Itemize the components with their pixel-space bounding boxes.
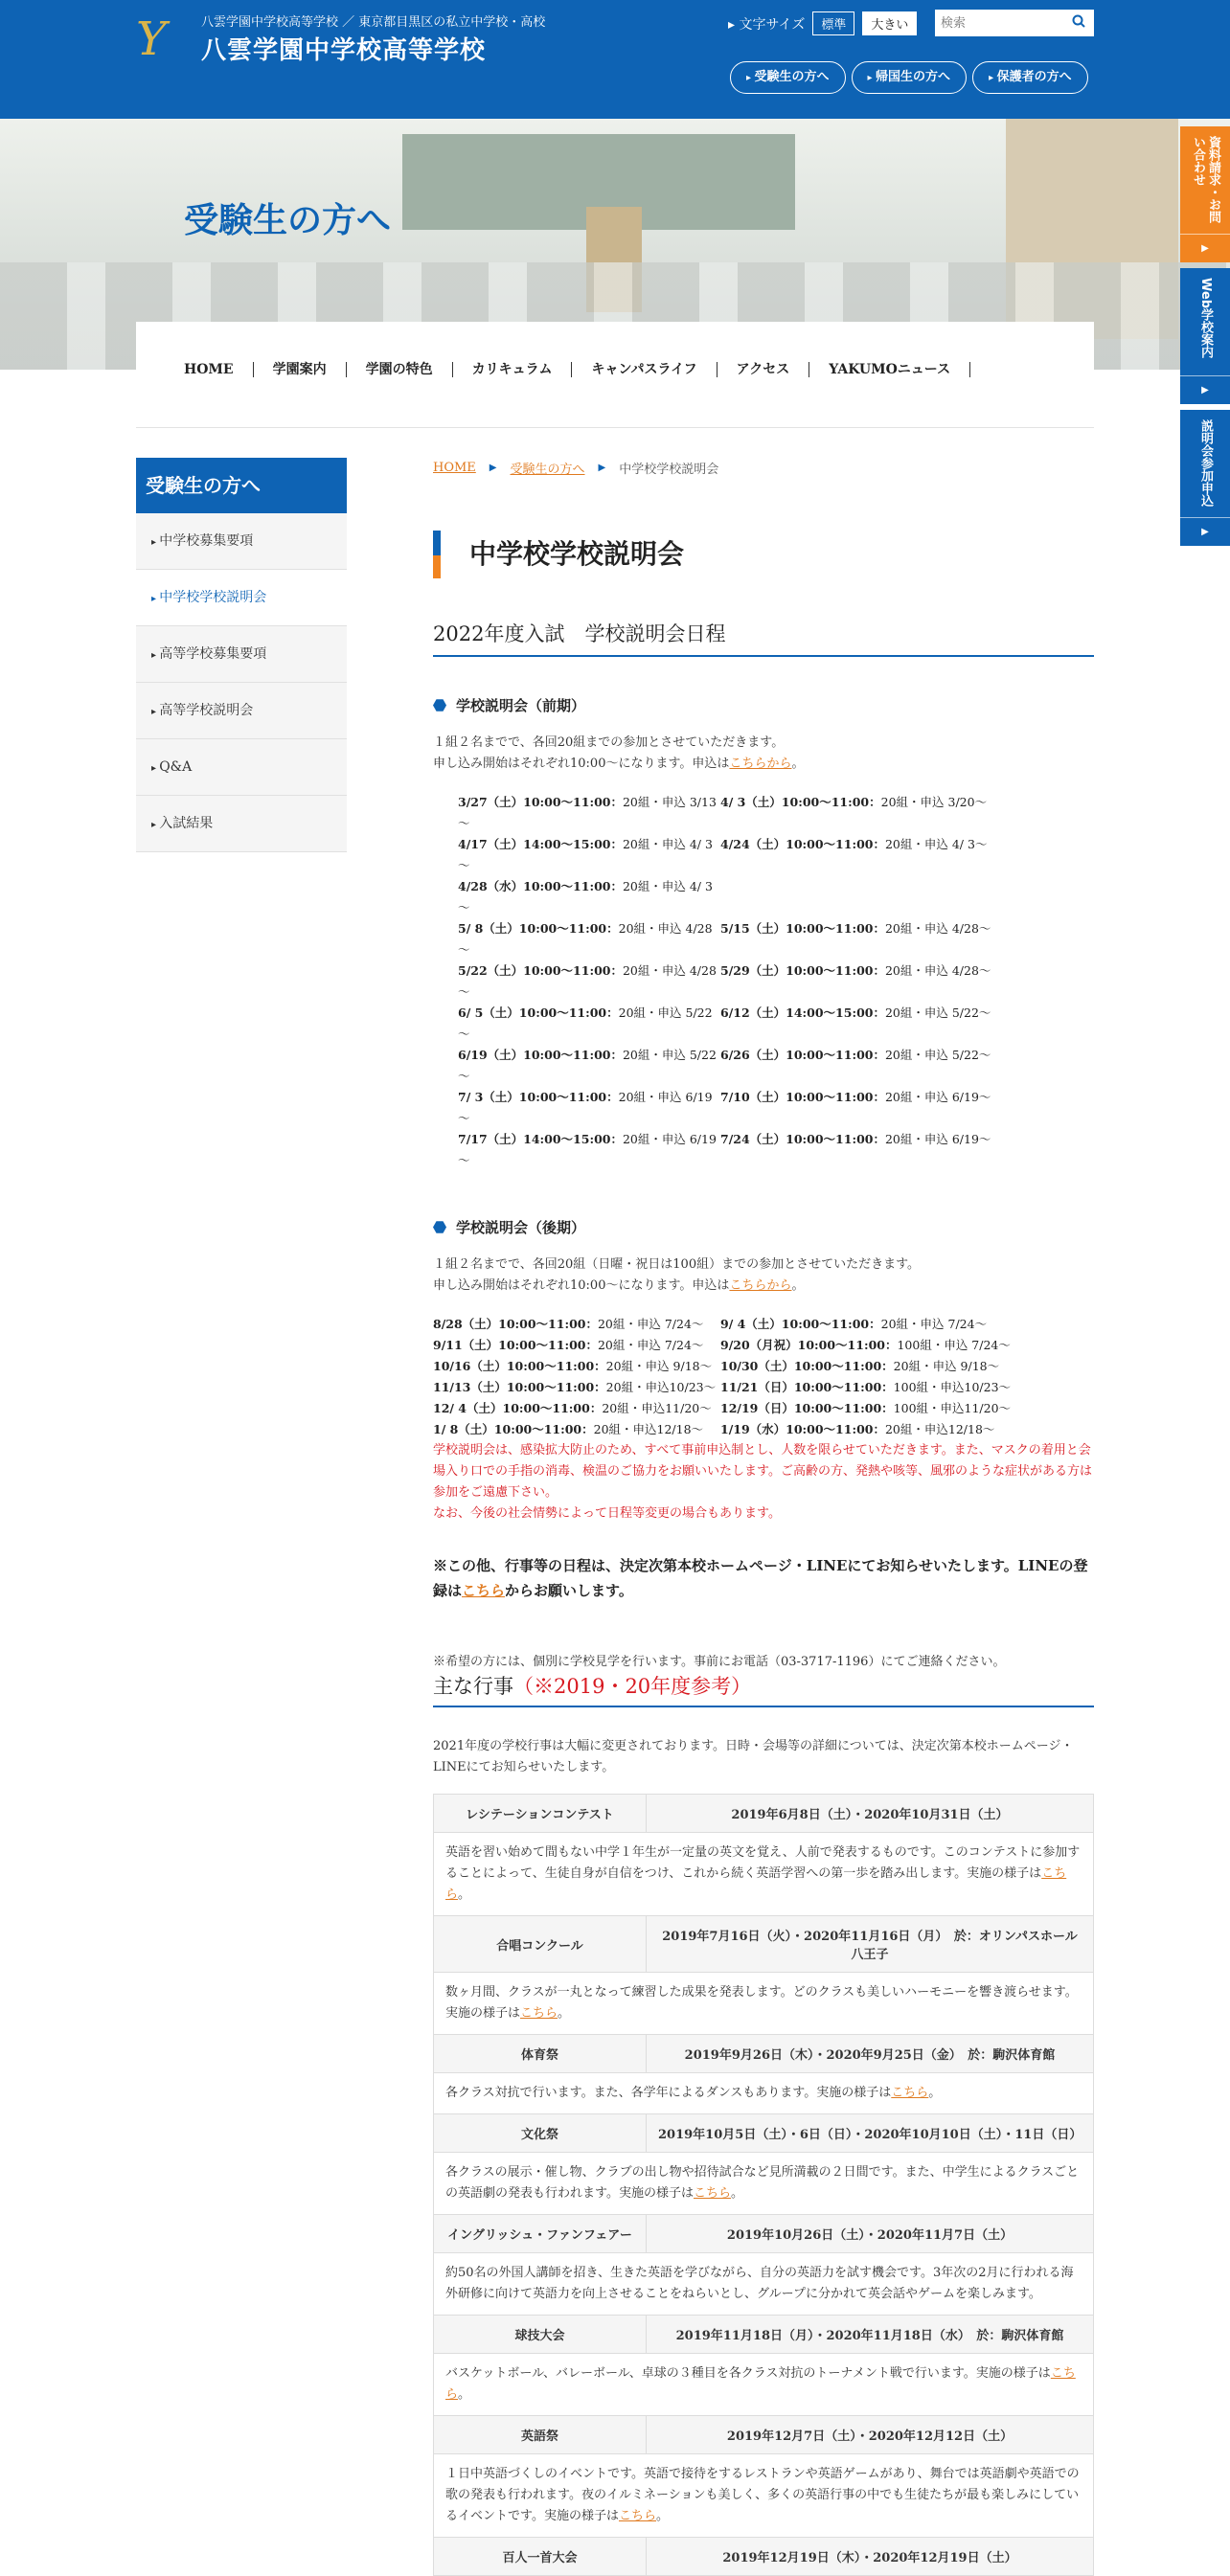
school-logo[interactable]: Y — [136, 12, 167, 66]
side-tab-session-apply-label: 説明会参加申込 — [1198, 419, 1213, 507]
schedule-row — [433, 918, 1094, 960]
schedule-slot — [720, 1314, 987, 1335]
event-description-text: 英語を習い始めて間もない中学１年生が一定量の英文を覚え、人前で発表するものです。このコンテストに参加することによって、生徒自身が自信をつけ、これから続く英語学習への第一歩を踏み出します。実施の様子は — [445, 1845, 1081, 1881]
sidebar-item-results[interactable]: ▸ 入試結果 — [136, 796, 347, 852]
schedule-slot — [720, 1419, 994, 1440]
schedule-row — [433, 1377, 1094, 1398]
schedule-date: 5/ 8（土）10:00～11:00： — [458, 921, 619, 936]
schedule-date: 12/ 4（土）10:00～11:00： — [433, 1401, 603, 1415]
events-table — [433, 1794, 1094, 2576]
schedule-date: 6/12（土）14:00～15:00： — [720, 1006, 885, 1020]
late-note — [433, 1254, 1094, 1297]
event-row — [434, 1795, 1094, 1833]
event-date: 2019年10月5日（土）・6日（日）・2020年10月10日（土）・11日（日） — [647, 2114, 1094, 2153]
schedule-slot — [720, 1129, 991, 1171]
early-note-line1: １組２名までで、各回20組までの参加とさせていただきます。 — [433, 735, 785, 750]
event-desc-row — [434, 2354, 1094, 2416]
schedule-capacity: 20組・申込 3/13～ — [458, 795, 717, 830]
divider — [136, 427, 1094, 428]
schedule-row — [433, 1087, 1094, 1129]
event-row — [434, 2416, 1094, 2454]
schedule-capacity: 20組・申込11/20～ — [602, 1401, 712, 1415]
event-desc-row — [434, 1973, 1094, 2035]
schedule-capacity: 20組・申込 5/22～ — [458, 1006, 713, 1041]
schedule-date: 4/ 3（土）10:00～11:00： — [720, 795, 881, 809]
schedule-date: 4/28（水）10:00～11:00： — [458, 879, 623, 893]
schedule-row — [433, 1398, 1094, 1419]
schedule-slot — [720, 918, 991, 960]
schedule-slot — [720, 960, 991, 1003]
early-heading-label: 学校説明会（前期） — [456, 697, 586, 714]
events-heading-note: （※2019・20年度参考） — [513, 1675, 752, 1698]
event-row — [434, 2215, 1094, 2253]
schedule-slot — [720, 834, 987, 876]
font-standard-button[interactable]: 標準 — [812, 11, 854, 35]
schedule-capacity: 20組・申込 4/28～ — [458, 921, 713, 957]
event-date: 2019年7月16日（火）・2020年11月16日（月） 於：オリンパスホール八王子 — [647, 1916, 1094, 1973]
event-detail-link[interactable]: こちら — [445, 1866, 1067, 1902]
event-row — [434, 2035, 1094, 2073]
early-note-line2 — [433, 754, 1094, 775]
event-row — [434, 1916, 1094, 1973]
event-date: 2019年12月7日（土）・2020年12月12日（土） — [647, 2416, 1094, 2454]
schedule-capacity: 20組・申込 3/20～ — [880, 795, 988, 809]
schedule-slot — [433, 1129, 720, 1171]
schedule-capacity: 20組・申込 6/19～ — [458, 1132, 717, 1167]
schedule-row — [433, 834, 1094, 876]
schedule-slot — [433, 1314, 720, 1335]
schedule-slot — [433, 1003, 720, 1045]
event-description-end: 。 — [458, 2387, 471, 2402]
main-nav — [136, 322, 1094, 418]
site-title[interactable]: 八雲学園中学校高等学校 — [201, 36, 487, 65]
event-description-text: バスケットボール、バレーボール、卓球の３種目を各クラス対抗のトーナメント戦で行います。実施の様子は — [445, 2366, 1051, 2381]
schedule-capacity: 20組・申込 4/ 3～ — [884, 837, 988, 851]
schedule-date: 11/21（日）10:00～11:00： — [720, 1380, 894, 1394]
schedule-capacity: 20組・申込 6/19～ — [458, 1090, 713, 1125]
schedule-date: 1/ 8（土）10:00～11:00： — [433, 1422, 594, 1436]
event-row — [434, 2316, 1094, 2354]
site-subtitle: 八雲学園中学校高等学校 ／ 東京都目黒区の私立中学校・高校 — [201, 15, 546, 30]
nav-access[interactable]: アクセス — [718, 362, 810, 377]
schedule-row — [433, 1356, 1094, 1377]
early-heading — [433, 695, 1094, 715]
sidebar-item-hs-sessions[interactable]: ▸ 高等学校説明会 — [136, 683, 347, 739]
schedule-capacity: 20組・申込 4/ 3～ — [458, 879, 713, 915]
early-apply-link[interactable]: こちらから — [729, 757, 792, 771]
nav-news[interactable]: YAKUMOニュース — [809, 362, 970, 377]
event-description — [434, 2354, 1094, 2416]
schedule-row — [433, 1003, 1094, 1045]
sidebar-item-jhs-sessions[interactable]: ▸ 中学校学校説明会 — [136, 570, 347, 626]
schedule-date: 6/26（土）10:00～11:00： — [720, 1048, 885, 1062]
schedule-capacity: 20組・申込 7/24～ — [597, 1317, 704, 1331]
event-name: 体育祭 — [434, 2035, 647, 2073]
schedule-date: 9/11（土）10:00～11:00： — [433, 1338, 598, 1352]
schedule-slot — [433, 834, 720, 876]
schedule-date: 7/ 3（土）10:00～11:00： — [458, 1090, 619, 1104]
schedule-slot — [720, 1335, 1011, 1356]
late-schedule — [433, 1314, 1094, 1440]
event-description-end: 。 — [458, 1887, 471, 1902]
audience-nav — [730, 61, 1088, 94]
event-detail-link[interactable]: こちら — [891, 2086, 929, 2100]
schedule-slot — [720, 792, 987, 834]
schedule-capacity: 20組・申込 5/22～ — [884, 1048, 991, 1062]
event-desc-row — [434, 2153, 1094, 2215]
event-desc-row — [434, 2454, 1094, 2538]
hero-title: 受験生の方へ — [184, 201, 392, 240]
schedule-capacity: 20組・申込 6/19～ — [884, 1132, 991, 1146]
event-description-end: 。 — [928, 2086, 942, 2100]
early-schedule — [433, 792, 1094, 1171]
visit-note: ※希望の方には、個別に学校見学を行います。事前にお電話（03-3717-1196）にてご連絡ください。 — [433, 1655, 1006, 1669]
sidebar — [136, 458, 347, 852]
late-note-line1: １組２名までで、各回20組（日曜・祝日は100組）までの参加とさせていただきます。 — [433, 1257, 921, 1272]
line-notice-text: ※この他、行事等の日程は、決定次第本校ホームページ・LINEにてお知らせいたします。LINEの登録は — [433, 1557, 1088, 1599]
schedule-capacity: 20組・申込 7/24～ — [597, 1338, 704, 1352]
event-description-text: 数ヶ月間、クラスが一丸となって練習した成果を発表します。どのクラスも美しいハーモニーを響き渡らせます。実施の様子は — [445, 1985, 1078, 2021]
page-title: 中学校学校説明会 — [433, 531, 1094, 578]
schedule-slot — [720, 1398, 1011, 1419]
search-box — [935, 10, 1094, 36]
event-description — [434, 2253, 1094, 2316]
event-detail-link[interactable]: こちら — [693, 2186, 731, 2201]
event-desc-row — [434, 2253, 1094, 2316]
schedule-slot — [433, 1087, 720, 1129]
search-input[interactable] — [935, 11, 1065, 35]
event-name: 球技大会 — [434, 2316, 647, 2354]
early-note-text: 申し込み開始はそれぞれ10:00～になります。申込は — [433, 757, 730, 771]
side-tab-request[interactable] — [1180, 126, 1230, 262]
event-detail-link[interactable]: こちら — [445, 2366, 1076, 2402]
applicants-button[interactable]: ▸ 受験生の方へ — [730, 61, 846, 94]
schedule-capacity: 20組・申込 4/28～ — [884, 921, 991, 936]
schedule-slot — [433, 876, 720, 918]
schedule-row — [433, 1335, 1094, 1356]
schedule-date: 12/19（日）10:00～11:00： — [720, 1401, 894, 1415]
nav-about[interactable]: 学園案内 — [254, 362, 347, 377]
event-description-text: 各クラスの展示・催し物、クラブの出し物や招待試合など見所満載の２日間です。また、中学生によるクラスごとの英語劇の発表も行われます。実施の様子は — [445, 2165, 1080, 2201]
nav-campus-life[interactable]: キャンパスライフ — [572, 362, 717, 377]
event-row — [434, 2538, 1094, 2576]
schedule-capacity: 20組・申込 4/ 3～ — [458, 837, 713, 872]
event-description — [434, 2454, 1094, 2538]
breadcrumb-parent[interactable]: 受験生の方へ — [510, 462, 585, 477]
event-name: 文化祭 — [434, 2114, 647, 2153]
event-description — [434, 2073, 1094, 2114]
event-name: レシテーションコンテスト — [434, 1795, 647, 1833]
schedule-slot — [433, 1398, 720, 1419]
schedule-capacity: 100組・申込 7/24～ — [897, 1338, 1011, 1352]
arrow-right-icon: ▶ — [1180, 234, 1230, 262]
event-description-text: 各クラス対抗で行います。また、各学年によるダンスもあります。実施の様子は — [445, 2086, 892, 2100]
side-tab-web-guide[interactable] — [1180, 268, 1230, 404]
schedule-slot — [433, 1335, 720, 1356]
event-description — [434, 2153, 1094, 2215]
breadcrumb-home[interactable]: HOME — [433, 460, 476, 475]
parents-button[interactable]: ▸ 保護者の方へ — [972, 61, 1088, 94]
schedule-date: 4/17（土）14:00～15:00： — [458, 837, 623, 851]
schedule-date: 11/13（土）10:00～11:00： — [433, 1380, 606, 1394]
schedule-date: 6/19（土）10:00～11:00： — [458, 1048, 623, 1062]
schedule-capacity: 20組・申込 7/24～ — [880, 1317, 988, 1331]
section-heading-schedule: 2022年度入試 学校説明会日程 — [433, 619, 1094, 657]
change-notice: なお、今後の社会情勢によって日程等変更の場合もあります。 — [433, 1506, 781, 1521]
events-heading-label: 主な行事 — [433, 1675, 513, 1698]
schedule-date: 7/10（土）10:00～11:00： — [720, 1090, 885, 1104]
event-date: 2019年10月26日（土）・2020年11月7日（土） — [647, 2215, 1094, 2253]
schedule-date: 7/17（土）14:00～15:00： — [458, 1132, 623, 1146]
chevron-right-icon: ▶ — [598, 462, 606, 473]
schedule-slot — [720, 1356, 999, 1377]
event-desc-row — [434, 1833, 1094, 1916]
event-name: 百人一首大会 — [434, 2538, 647, 2576]
schedule-slot — [433, 1377, 720, 1398]
event-description-text: 約50名の外国人講師を招き、生きた英語を学びながら、自分の英語力を試す機会です。3年次の2月に行われる海外研修に向けて英語力を向上させることをねらいとし、グループに分かれて英会話やゲームを楽しみます。 — [445, 2266, 1074, 2301]
events-intro: 2021年度の学校行事は大幅に変更されております。日時・会場等の詳細については、決定次第本校ホームページ・LINEにてお知らせいたします。 — [433, 1739, 1074, 1774]
schedule-row — [433, 792, 1094, 834]
schedule-slot — [433, 1045, 720, 1087]
schedule-row — [433, 1045, 1094, 1087]
schedule-date: 6/ 5（土）10:00～11:00： — [458, 1006, 619, 1020]
schedule-capacity: 20組・申込10/23～ — [605, 1380, 717, 1394]
side-tab-session-apply[interactable] — [1180, 410, 1230, 546]
event-detail-link[interactable]: こちら — [618, 2509, 656, 2523]
schedule-capacity: 20組・申込12/18～ — [884, 1422, 995, 1436]
schedule-capacity: 20組・申込 4/28～ — [458, 963, 717, 999]
event-name: 合唱コンクール — [434, 1916, 647, 1973]
arrow-right-icon: ▶ — [1180, 517, 1230, 546]
schedule-slot — [720, 1003, 991, 1045]
schedule-capacity: 20組・申込 5/22～ — [884, 1006, 991, 1020]
sidebar-item-hs-guidelines[interactable]: ▸ 高等学校募集要項 — [136, 626, 347, 683]
late-apply-link[interactable]: こちらから — [729, 1278, 792, 1293]
sidebar-item-qa[interactable]: ▸ Q&A — [136, 739, 347, 796]
schedule-slot — [720, 1045, 991, 1087]
schedule-capacity: 20組・申込 5/22～ — [458, 1048, 717, 1083]
returnees-button[interactable]: ▸ 帰国生の方へ — [852, 61, 968, 94]
schedule-slot — [720, 1087, 991, 1129]
schedule-date: 1/19（水）10:00～11:00： — [720, 1422, 885, 1436]
schedule-row — [433, 1419, 1094, 1440]
breadcrumb — [433, 458, 1094, 477]
event-description — [434, 1973, 1094, 2035]
font-size-label: ▸ 文字サイズ — [728, 14, 805, 34]
schedule-date: 4/24（土）10:00～11:00： — [720, 837, 885, 851]
schedule-capacity: 20組・申込 4/28～ — [884, 963, 991, 978]
event-description-end: 。 — [730, 2186, 743, 2201]
search-icon[interactable] — [1065, 14, 1092, 32]
side-tab-request-label: 資料請求・お問い合わせ — [1191, 136, 1220, 223]
event-description-text: １日中英語づくしのイベントです。英語で接待をするレストランや英語ゲームがあり、舞台では英語劇や英語での歌の発表も行われます。夜のイルミネーションも美しく、多くの英語行事の中でも生徒たちが最も楽しみにしているイベントです。実施の様子は — [445, 2467, 1080, 2523]
event-date: 2019年12月19日（木）・2020年12月19日（土） — [647, 2538, 1094, 2576]
event-date: 2019年9月26日（木）・2020年9月25日（金） 於：駒沢体育館 — [647, 2035, 1094, 2073]
event-description-end: 。 — [558, 2006, 571, 2021]
event-detail-link[interactable]: こちら — [520, 2006, 558, 2021]
late-note-end: 。 — [791, 1278, 805, 1293]
schedule-date: 5/22（土）10:00～11:00： — [458, 963, 623, 978]
schedule-date: 10/16（土）10:00～11:00： — [433, 1359, 606, 1373]
late-note-line2 — [433, 1276, 1094, 1297]
event-description-end: 。 — [655, 2509, 669, 2523]
schedule-date: 9/20（月祝）10:00～11:00： — [720, 1338, 898, 1352]
arrow-right-icon: ▶ — [1180, 375, 1230, 404]
site-header — [0, 0, 1230, 119]
line-notice — [433, 1553, 1094, 1603]
nav-features[interactable]: 学園の特色 — [347, 362, 453, 377]
schedule-capacity: 20組・申込 9/18～ — [893, 1359, 1000, 1373]
event-name: イングリッシュ・ファンフェアー — [434, 2215, 647, 2253]
late-heading-label: 学校説明会（後期） — [456, 1219, 586, 1236]
event-date: 2019年6月8日（土）・2020年10月31日（土） — [647, 1795, 1094, 1833]
schedule-row — [433, 960, 1094, 1003]
schedule-date: 7/24（土）10:00～11:00： — [720, 1132, 885, 1146]
schedule-capacity: 20組・申込 9/18～ — [605, 1359, 713, 1373]
nav-home[interactable]: HOME — [165, 362, 254, 377]
schedule-slot — [433, 960, 720, 1003]
schedule-row — [433, 1314, 1094, 1335]
schedule-capacity: 20組・申込12/18～ — [593, 1422, 704, 1436]
schedule-capacity: 100組・申込11/20～ — [893, 1401, 1012, 1415]
schedule-row — [433, 876, 1094, 918]
schedule-slot — [433, 792, 720, 834]
line-notice-end: からお願いします。 — [505, 1582, 633, 1599]
schedule-date: 10/30（土）10:00～11:00： — [720, 1359, 894, 1373]
sidebar-heading[interactable]: 受験生の方へ — [136, 458, 347, 513]
early-note — [433, 733, 1094, 775]
event-row — [434, 2114, 1094, 2153]
schedule-capacity: 20組・申込 6/19～ — [884, 1090, 991, 1104]
event-date: 2019年11月18日（月）・2020年11月18日（水） 於：駒沢体育館 — [647, 2316, 1094, 2354]
hexagon-icon — [433, 699, 446, 712]
nav-curriculum[interactable]: カリキュラム — [453, 362, 573, 377]
schedule-date: 3/27（土）10:00～11:00： — [458, 795, 623, 809]
schedule-date: 8/28（土）10:00～11:00： — [433, 1317, 598, 1331]
font-large-button[interactable]: 大きい — [862, 11, 917, 35]
event-desc-row — [434, 2073, 1094, 2114]
sidebar-item-jhs-guidelines[interactable]: ▸ 中学校募集要項 — [136, 513, 347, 570]
schedule-date: 5/29（土）10:00～11:00： — [720, 963, 885, 978]
schedule-date: 5/15（土）10:00～11:00： — [720, 921, 885, 936]
section-heading-events — [433, 1671, 1094, 1707]
schedule-slot — [433, 1419, 720, 1440]
covid-notice: 学校説明会は、感染拡大防止のため、すべて事前申込制とし、人数を限らせていただきます。また、マスクの着用と会場入り口での手指の消毒、検温のご協力をお願いいたします。ご高齢の方、発熱や咳等、風邪のような症状がある方は参加をご遠慮下さい。 — [433, 1443, 1092, 1500]
event-name: 英語祭 — [434, 2416, 647, 2454]
chevron-right-icon: ▶ — [489, 462, 497, 473]
schedule-slot — [433, 918, 720, 960]
schedule-slot — [433, 1356, 720, 1377]
early-note-end: 。 — [791, 757, 805, 771]
late-note-text: 申し込み開始はそれぞれ10:00～になります。申込は — [433, 1278, 730, 1293]
breadcrumb-current: 中学校学校説明会 — [619, 462, 719, 477]
schedule-slot — [720, 1377, 1011, 1398]
side-tabs — [1180, 126, 1230, 546]
hexagon-icon — [433, 1221, 446, 1234]
side-tab-web-guide-label: Web学校案内 — [1198, 278, 1213, 358]
schedule-row — [433, 1129, 1094, 1171]
main-content — [433, 458, 1094, 2576]
schedule-capacity: 100組・申込10/23～ — [893, 1380, 1012, 1394]
schedule-date: 9/ 4（土）10:00～11:00： — [720, 1317, 881, 1331]
line-register-link[interactable]: こちら — [462, 1582, 506, 1599]
late-heading — [433, 1217, 1094, 1237]
font-size-control — [728, 11, 917, 35]
event-description — [434, 1833, 1094, 1916]
